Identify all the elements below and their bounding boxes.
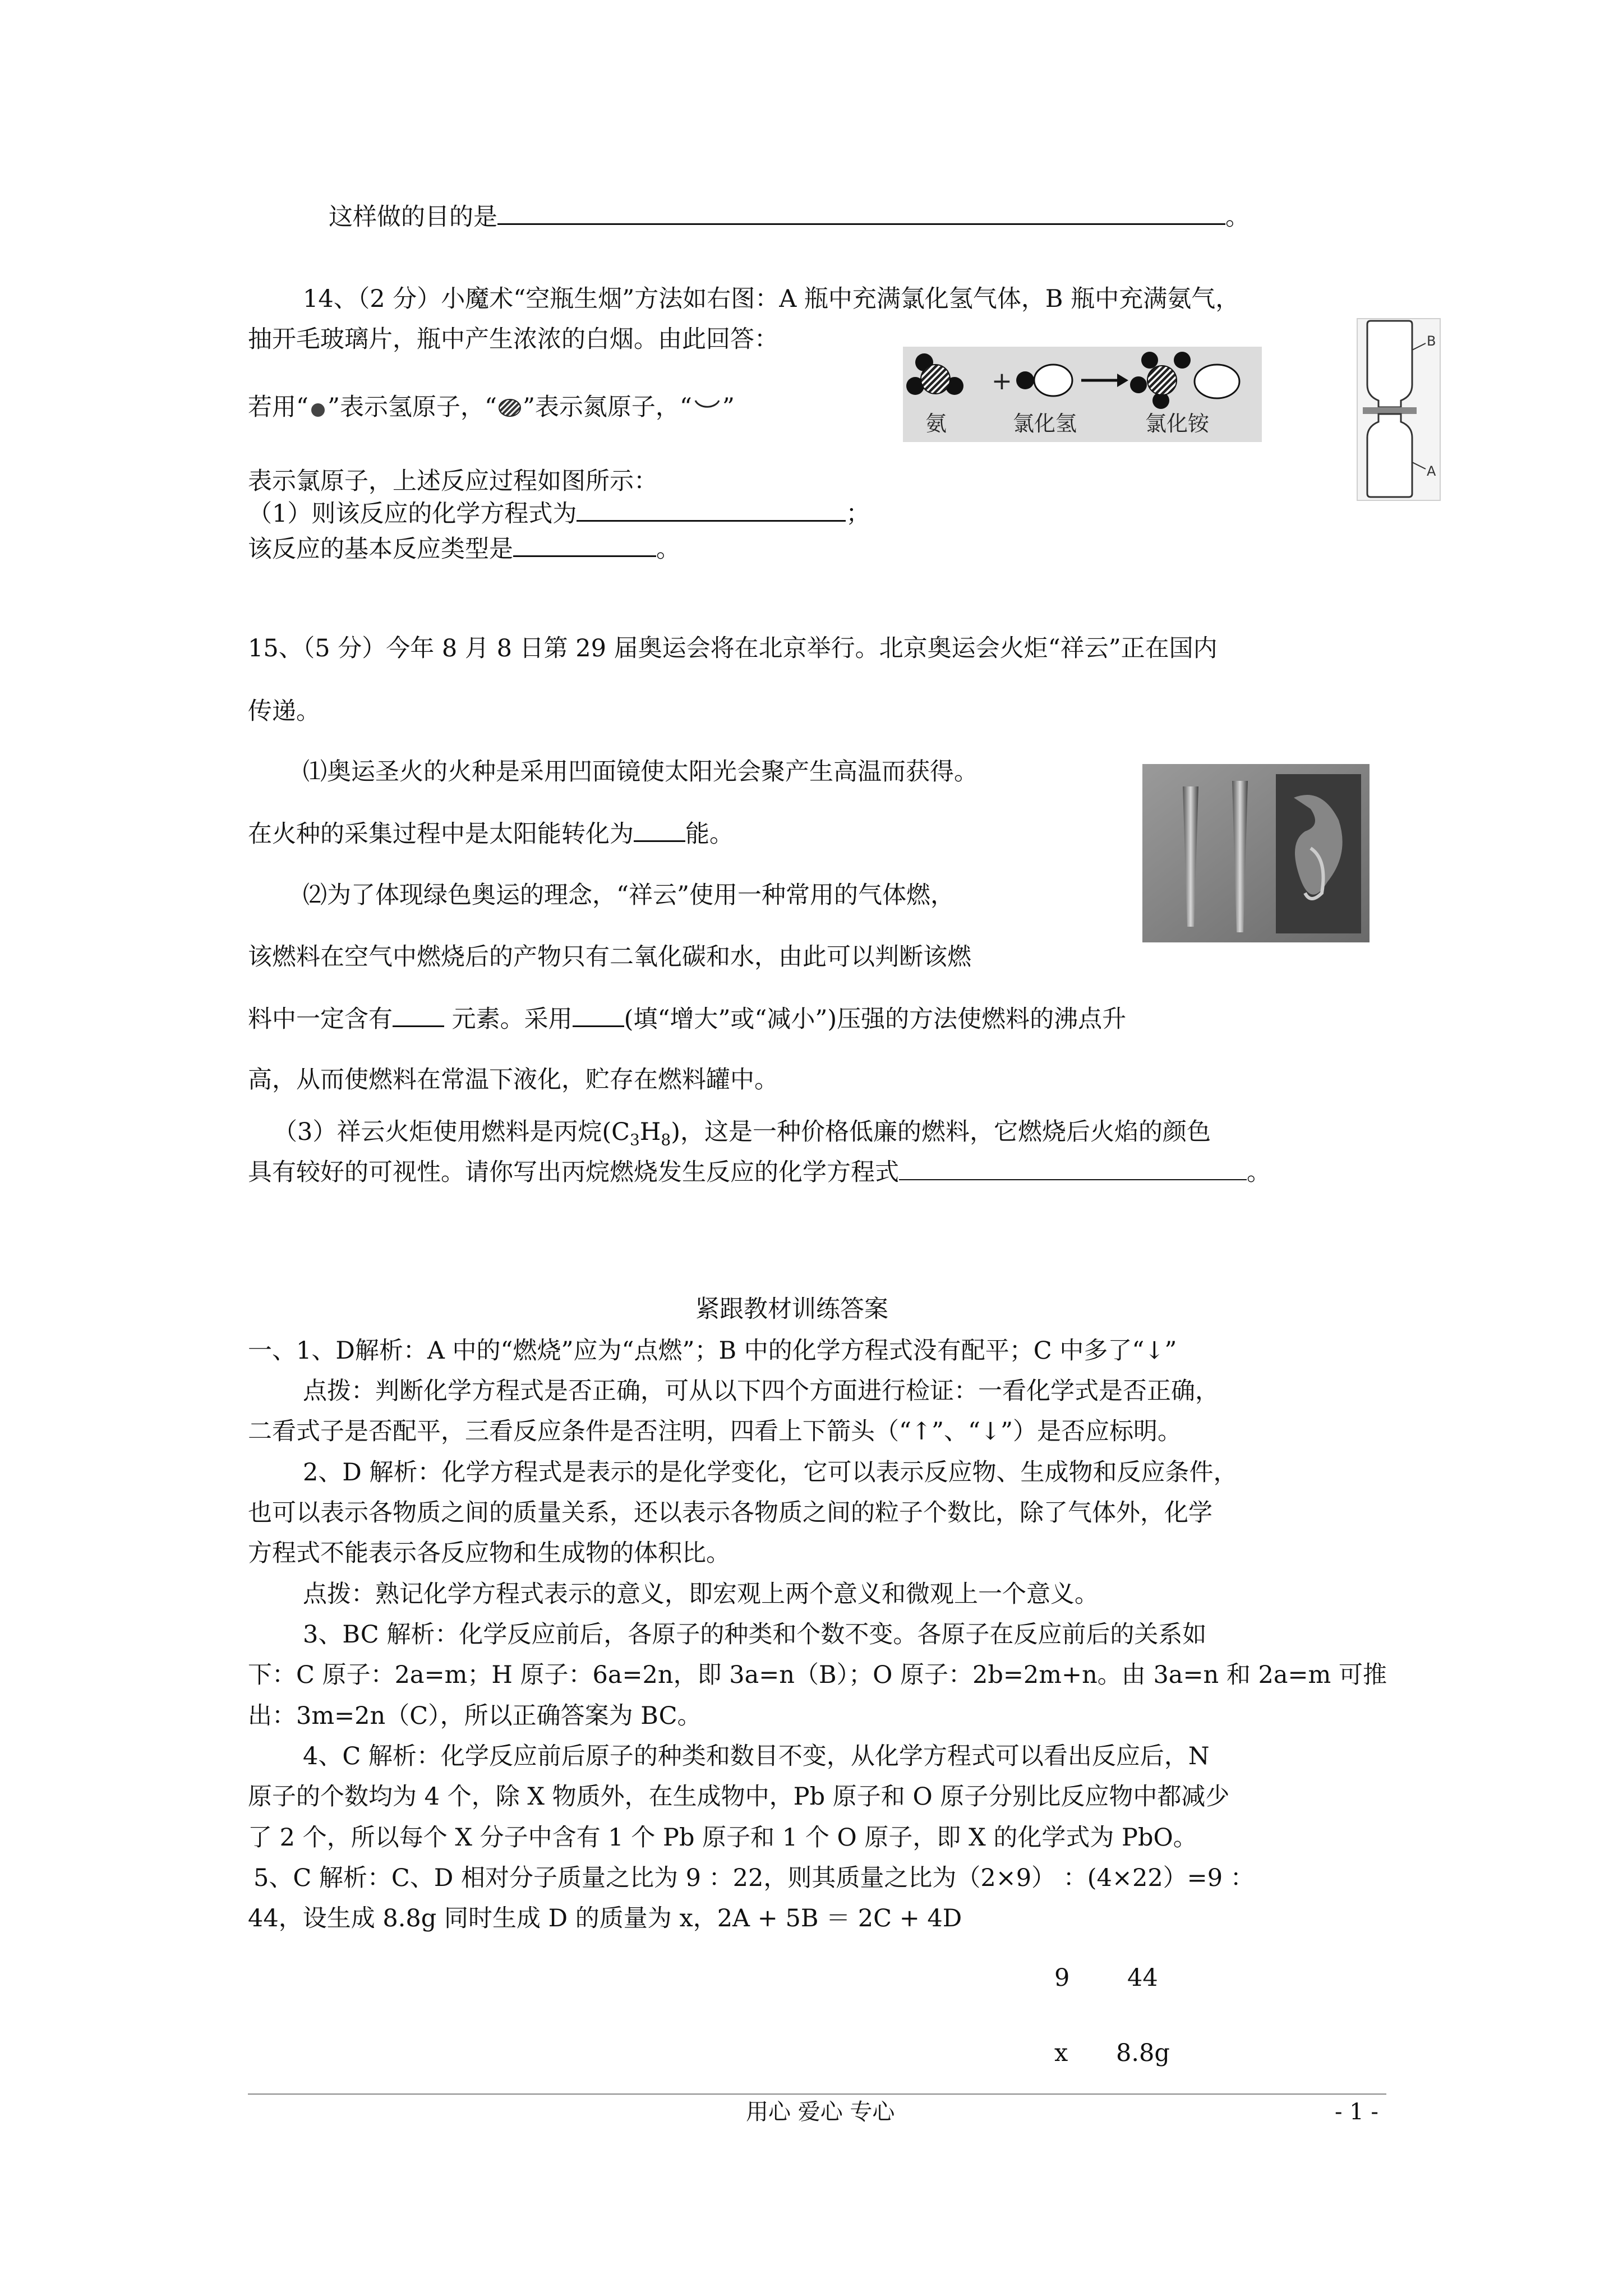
answer-3-line-3: 出：3m=2n（C），所以正确答案为 BC。 [248,1702,702,1730]
answer-2: 2、D 解析：化学方程式是表示的是化学变化，它可以表示反应物、生成物和反应条件， [303,1458,1238,1487]
q15-line-9: （3）祥云火炬使用燃料是丙烷$(C_3H_8)$，这是一种价格低廉的燃料，它燃烧后火焰的颜色 [273,1118,1211,1149]
glass-plate [1363,407,1417,414]
q15-equation-blank[interactable] [899,1157,1247,1180]
ammonium-label: 氯化铵 [1145,411,1210,436]
answer-1: 一、1、D解析：A 中的“燃烧”应为“点燃”；B 中的化学方程式没有配平；C 中多了“↓” [248,1337,1177,1365]
answer-4: 4、C 解析：化学反应前后原子的种类和数目不变，从化学方程式可以看出反应后，N [303,1742,1210,1770]
answer-3-line-2: 下：C 原子：2a=m；H 原子：6a=2n，即 3a=n（B）；O 原子：2b=2m+n。由 3a=n 和 2a=m 可推 [248,1661,1387,1689]
q15-line-6: 该燃料在空气中燃烧后的产物只有二氧化碳和水，由此可以判断该燃 [248,943,971,971]
ratio-row-2-left: x [1054,2039,1068,2067]
nitrogen-atom-icon [497,396,523,418]
q14-question-2: 该反应的基本反应类型是 。 [248,533,680,565]
q15-energy-blank[interactable] [634,818,685,842]
bottle-b-label: B [1427,333,1436,349]
q15-pressure-blank[interactable] [573,1003,624,1027]
q14-line-1: 14、（2 分）小魔术“空瓶生烟”方法如右图：A 瓶中充满氯化氢气体，B 瓶中充满氨气， [303,285,1240,313]
plus-sign: + [992,367,1012,395]
answer-2-hint: 点拨：熟记化学方程式表示的意义，即宏观上两个意义和微观上一个意义。 [303,1580,1099,1608]
q14-reaction-type-blank[interactable] [513,533,656,557]
answer-1-hint-2: 二看式子是否配平，三看反应条件是否注明，四看上下箭头（“↑”、“↓”）是否应标明。 [248,1418,1182,1446]
q15-line-7: 料中一定含有 元素。采用 (填“增大”或“减小”)压强的方法使燃料的沸点升 [248,1003,1126,1035]
ammonia-label: 氨 [925,411,947,436]
ratio-row-1-right: 44 [1127,1964,1158,1992]
q15-line-1: 15、（5 分）今年 8 月 8 日第 29 届奥运会将在北京举行。北京奥运会火炬“祥云”正在国内 [248,634,1218,662]
answer-2-line-2: 也可以表示各物质之间的质量关系，还以表示各物质之间的粒子个数比，除了气体外，化学 [248,1499,1212,1527]
reaction-diagram [903,347,1262,442]
q14-line-2: 抽开毛玻璃片，瓶中产生浓浓的白烟。由此回答： [248,325,778,353]
answer-3: 3、BC 解析：化学反应前后，各原子的种类和个数不变。各原子在反应前后的关系如 [303,1621,1207,1649]
chlorine-atom-icon [692,396,722,418]
bottles-figure [1352,318,1441,503]
answer-5-line-2: 44，设生成 8.8g 同时生成 D 的质量为 x，2A + 5B ＝ 2C + 4D [248,1904,962,1932]
q14-question-1: （1）则该反应的化学方程式为 ； [248,498,870,530]
answers-title: 紧跟教材训练答案 [695,1295,888,1323]
answer-4-line-3: 了 2 个，所以每个 X 分子中含有 1 个 Pb 原子和 1 个 O 原子，即 X 的化学式为 PbO。 [248,1824,1197,1852]
answer-1-hint: 点拨：判断化学方程式是否正确，可从以下四个方面进行检证：一看化学式是否正确， [303,1377,1219,1405]
q15-line-8: 高，从而使燃料在常温下液化，贮存在燃料罐中。 [248,1066,778,1094]
footer-motto: 用心 爱心 专心 [746,2099,895,2125]
hcl-label: 氯化氢 [1013,411,1077,436]
q15-line-5: ⑵为了体现绿色奥运的理念，“祥云”使用一种常用的气体燃， [303,881,955,909]
q13-answer-blank[interactable] [497,201,1225,225]
ratio-row-2-right: 8.8g [1116,2039,1170,2067]
q14-line-3: 若用“ ”表示氢原子，“ ”表示氮原子，“ ” [248,393,735,421]
q14-line-4: 表示氯原子，上述反应过程如图所示： [248,467,658,495]
answer-5: 5、C 解析：C、D 相对分子质量之比为 9 ：22，则其质量之比为（2×9） ：(4×22）=9 ： [253,1864,1255,1892]
page-number: - 1 - [1335,2099,1378,2125]
q15-line-2: 传递。 [248,697,320,725]
hydrogen-atom-icon [308,399,328,418]
answer-4-line-2: 原子的个数均为 4 个，除 X 物质外，在生成物中，Pb 原子和 O 原子分别比反应物中都减少 [248,1783,1230,1811]
torch-photo [1142,764,1370,942]
q15-element-blank[interactable] [393,1003,444,1027]
q15-line-4: 在火种的采集过程中是太阳能转化为 能。 [248,818,734,850]
ratio-row-1-left: 9 [1054,1964,1070,1992]
answer-2-line-3: 方程式不能表示各反应物和生成物的体积比。 [248,1539,730,1567]
q13-line: 这样做的目的是 。 [329,201,1249,233]
q14-equation-blank[interactable] [577,498,846,522]
footer-rule [248,2093,1386,2095]
q15-line-3: ⑴奥运圣火的火种是采用凹面镜使太阳光会聚产生高温而获得。 [303,758,978,786]
bottle-a-label: A [1427,463,1436,479]
q15-line-10: 具有较好的可视性。请你写出丙烷燃烧发生反应的化学方程式 。 [248,1157,1271,1188]
